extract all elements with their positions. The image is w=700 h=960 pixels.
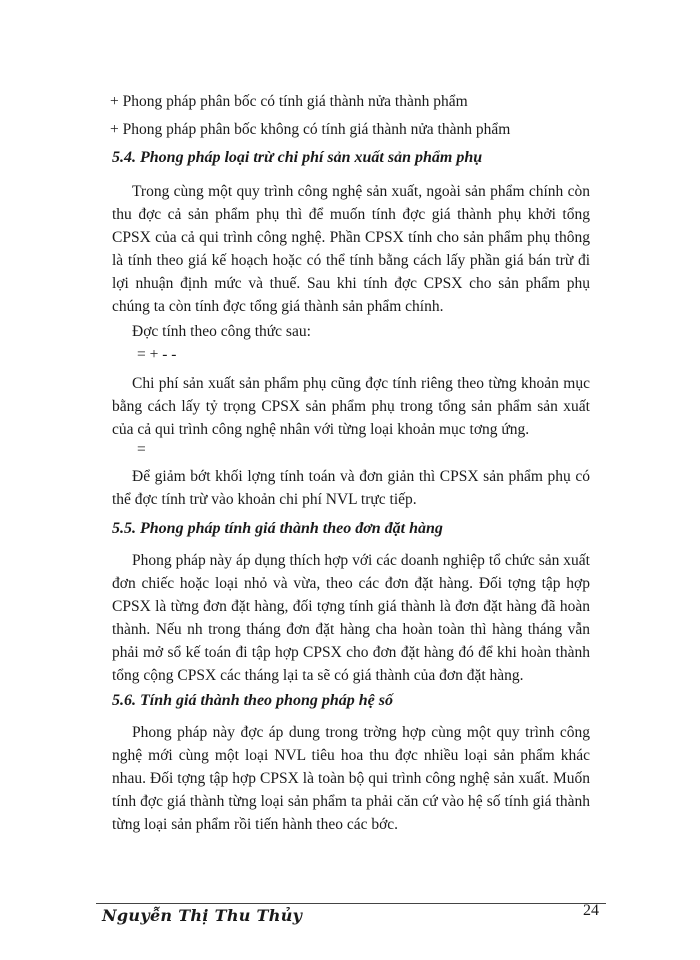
paragraph: Chi phí sản xuất sản phẩm phụ cũng đợc tính riêng theo từng khoản mục bằng cách lấy tỷ trọng CPSX sản phẩm phụ trong tổng sản phẩm sản xuất của cả qui trình công nghệ nhân với từng loại khoản mục tơng ứng. [112,375,590,438]
formula: = + - - [137,346,177,363]
footer-author: Nguyễn Thị Thu Thủy [102,906,303,925]
section-heading-5-5: 5.5. Phong pháp tính giá thành theo đơn đặt hàng [112,520,443,537]
page-number: 24 [583,902,599,919]
paragraph: Phong pháp này đợc áp dung trong trờng hợp cùng một quy trình công nghệ mới cùng một loại NVL tiêu hoa thu đợc nhiều loại sản phẩm khác nhau. Đối tợng tập hợp CPSX là toàn bộ qui trình công nghệ sản xuất. Muốn tính đợc giá thành từng loại sản phẩm ta phải căn cứ vào hệ số tính giá thành từng loại sản phẩm rồi tiến hành theo các bớc. [112,724,590,833]
section-heading-5-4: 5.4. Phong pháp loại trừ chi phí sản xuất sản phẩm phụ [112,149,483,166]
paragraph: Để giảm bớt khối lợng tính toán và đơn giản thì CPSX sản phẩm phụ có thể đợc tính trừ vào khoản chi phí NVL trực tiếp. [112,468,590,508]
formula: = [137,441,146,458]
bullet-item: + Phong pháp phân bốc không có tính giá thành nửa thành phẩm [110,121,511,138]
footer-divider [96,903,606,904]
section-heading-5-6: 5.6. Tính giá thành theo phong pháp hệ số [112,692,393,709]
formula-intro: Đợc tính theo công thức sau: [132,323,311,340]
paragraph: Trong cùng một quy trình công nghệ sản xuất, ngoài sản phẩm chính còn thu đợc cả sản phẩm phụ thì để muốn tính đợc giá thành phụ khởi tổng CPSX của cả qui trình công nghệ. Phần CPSX tính cho sản phẩm phụ thông là tính theo giá kế hoạch hoặc có thể tính bằng cách lấy phần giá bán trừ đi lợi nhuận định mức và thuế. Sau khi tính đợc CPSX cho sản phẩm phụ chúng ta còn tính đợc tổng giá thành sản phẩm chính. [112,183,590,315]
bullet-item: + Phong pháp phân bốc có tính giá thành nửa thành phẩm [110,93,468,110]
paragraph: Phong pháp này áp dụng thích hợp với các doanh nghiệp tổ chức sản xuất đơn chiếc hoặc loại nhỏ và vừa, theo các đơn đặt hàng. Đối tợng tập hợp CPSX là từng đơn đặt hàng, đối tợng tính giá thành là đơn đặt hàng đã hoàn thành. Nếu nh trong tháng đơn đặt hàng cha hoàn toàn thì hàng tháng vẫn phải mở sổ kế toán đi tập hợp CPSX cho đơn đặt hàng đó để khi hoàn thành tổng cộng CPSX các tháng lại ta sẽ có giá thành của đơn đặt hàng. [112,552,590,684]
